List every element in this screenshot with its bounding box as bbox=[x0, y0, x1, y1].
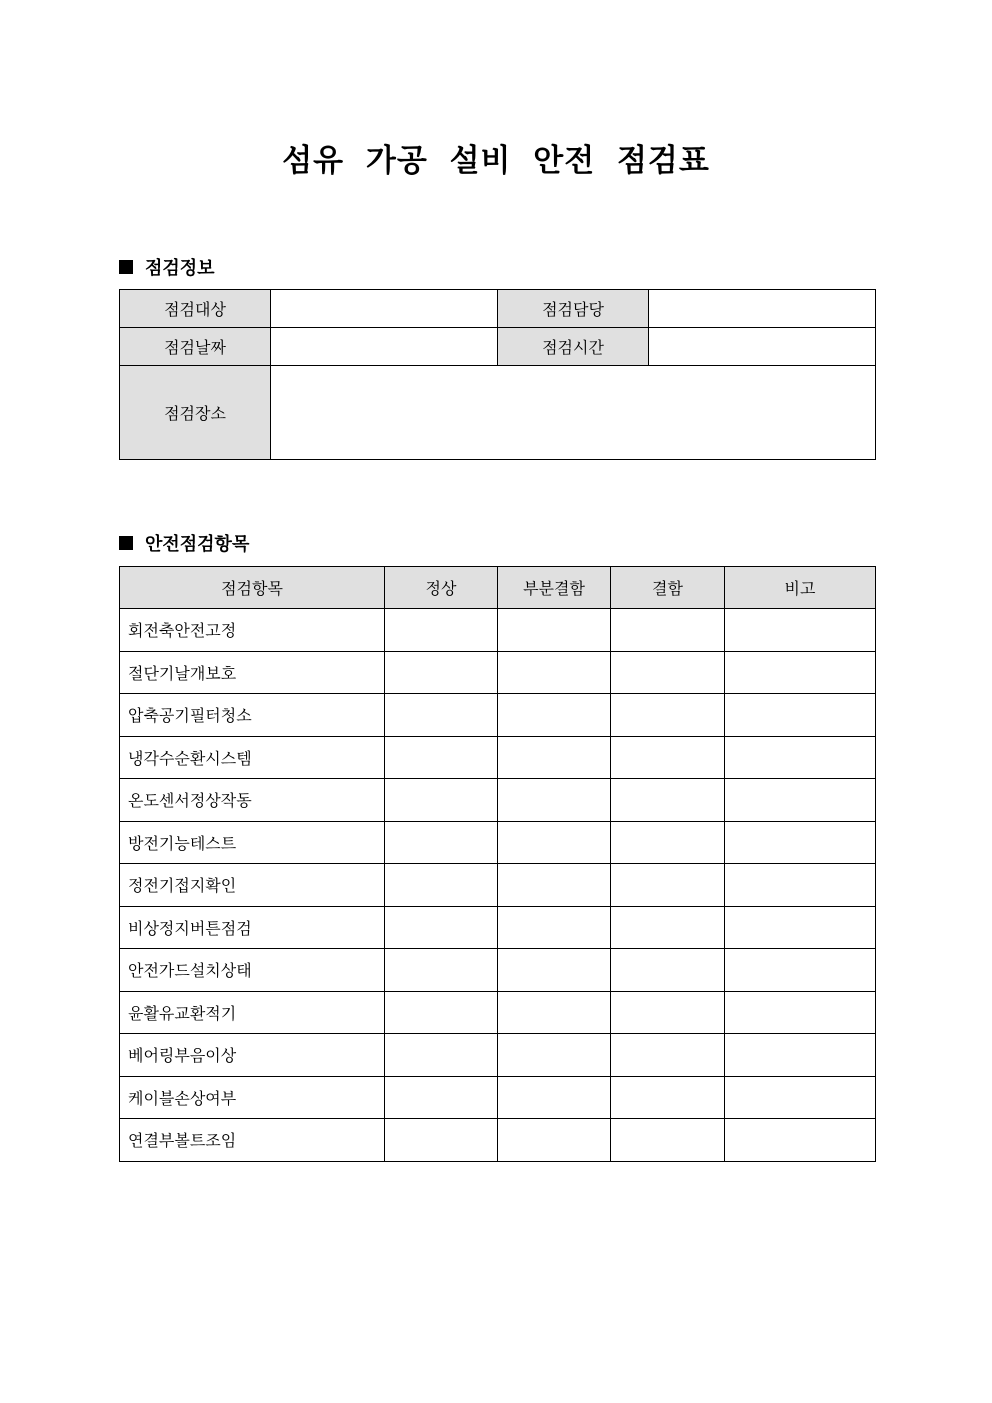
col-header-item: 점검항목 bbox=[120, 567, 385, 609]
partial-defect-cell[interactable] bbox=[498, 906, 611, 949]
normal-cell[interactable] bbox=[385, 821, 498, 864]
defect-cell[interactable] bbox=[611, 949, 725, 992]
remarks-cell[interactable] bbox=[725, 1076, 876, 1119]
partial-defect-cell[interactable] bbox=[498, 736, 611, 779]
info-row bbox=[120, 328, 876, 366]
table-row bbox=[120, 1076, 876, 1119]
defect-cell[interactable] bbox=[611, 821, 725, 864]
normal-cell[interactable] bbox=[385, 651, 498, 694]
defect-cell[interactable] bbox=[611, 991, 725, 1034]
info-table bbox=[119, 289, 876, 460]
check-item-label: 방전기능테스트 bbox=[120, 821, 385, 864]
table-row bbox=[120, 609, 876, 652]
square-bullet-icon bbox=[119, 536, 133, 550]
check-item-label: 압축공기필터청소 bbox=[120, 694, 385, 737]
partial-defect-cell[interactable] bbox=[498, 694, 611, 737]
normal-cell[interactable] bbox=[385, 736, 498, 779]
table-row bbox=[120, 694, 876, 737]
info-row bbox=[120, 366, 876, 460]
col-header-remarks: 비고 bbox=[725, 567, 876, 609]
time-field[interactable] bbox=[649, 328, 876, 366]
check-item-label: 케이블손상여부 bbox=[120, 1076, 385, 1119]
table-row bbox=[120, 736, 876, 779]
target-field[interactable] bbox=[271, 290, 498, 328]
defect-cell[interactable] bbox=[611, 1034, 725, 1077]
table-row bbox=[120, 651, 876, 694]
checklist-header-row bbox=[120, 567, 876, 609]
check-item-label: 절단기날개보호 bbox=[120, 651, 385, 694]
remarks-cell[interactable] bbox=[725, 906, 876, 949]
remarks-cell[interactable] bbox=[725, 1034, 876, 1077]
date-field[interactable] bbox=[271, 328, 498, 366]
table-row bbox=[120, 1034, 876, 1077]
normal-cell[interactable] bbox=[385, 694, 498, 737]
check-item-label: 온도센서정상작동 bbox=[120, 779, 385, 822]
info-section-heading bbox=[119, 254, 215, 280]
table-row bbox=[120, 1119, 876, 1162]
checklist-table bbox=[119, 566, 876, 1162]
remarks-cell[interactable] bbox=[725, 864, 876, 907]
table-row bbox=[120, 821, 876, 864]
check-item-label: 연결부볼트조임 bbox=[120, 1119, 385, 1162]
normal-cell[interactable] bbox=[385, 1119, 498, 1162]
checklist-section-title: 안전점검항목 bbox=[145, 534, 250, 555]
remarks-cell[interactable] bbox=[725, 821, 876, 864]
partial-defect-cell[interactable] bbox=[498, 864, 611, 907]
target-label: 점검대상 bbox=[120, 290, 271, 328]
partial-defect-cell[interactable] bbox=[498, 949, 611, 992]
info-section-title: 점검정보 bbox=[145, 258, 215, 279]
partial-defect-cell[interactable] bbox=[498, 1119, 611, 1162]
partial-defect-cell[interactable] bbox=[498, 779, 611, 822]
defect-cell[interactable] bbox=[611, 694, 725, 737]
table-row bbox=[120, 991, 876, 1034]
remarks-cell[interactable] bbox=[725, 609, 876, 652]
check-item-label: 비상정지버튼점검 bbox=[120, 906, 385, 949]
document-title: 섬유 가공 설비 안전 점검표 bbox=[282, 143, 710, 179]
check-item-label: 안전가드설치상태 bbox=[120, 949, 385, 992]
normal-cell[interactable] bbox=[385, 609, 498, 652]
defect-cell[interactable] bbox=[611, 651, 725, 694]
col-header-partial-defect: 부분결함 bbox=[498, 567, 611, 609]
manager-label: 점검담당 bbox=[498, 290, 649, 328]
time-label: 점검시간 bbox=[498, 328, 649, 366]
remarks-cell[interactable] bbox=[725, 694, 876, 737]
defect-cell[interactable] bbox=[611, 736, 725, 779]
table-row bbox=[120, 949, 876, 992]
partial-defect-cell[interactable] bbox=[498, 651, 611, 694]
remarks-cell[interactable] bbox=[725, 651, 876, 694]
check-item-label: 정전기접지확인 bbox=[120, 864, 385, 907]
check-item-label: 베어링부음이상 bbox=[120, 1034, 385, 1077]
col-header-normal: 정상 bbox=[385, 567, 498, 609]
normal-cell[interactable] bbox=[385, 779, 498, 822]
partial-defect-cell[interactable] bbox=[498, 609, 611, 652]
table-row bbox=[120, 864, 876, 907]
remarks-cell[interactable] bbox=[725, 779, 876, 822]
table-row bbox=[120, 779, 876, 822]
remarks-cell[interactable] bbox=[725, 736, 876, 779]
location-field[interactable] bbox=[271, 366, 876, 460]
info-row bbox=[120, 290, 876, 328]
normal-cell[interactable] bbox=[385, 1076, 498, 1119]
partial-defect-cell[interactable] bbox=[498, 821, 611, 864]
normal-cell[interactable] bbox=[385, 1034, 498, 1077]
remarks-cell[interactable] bbox=[725, 1119, 876, 1162]
defect-cell[interactable] bbox=[611, 1076, 725, 1119]
normal-cell[interactable] bbox=[385, 906, 498, 949]
normal-cell[interactable] bbox=[385, 991, 498, 1034]
remarks-cell[interactable] bbox=[725, 949, 876, 992]
location-label: 점검장소 bbox=[120, 366, 271, 460]
square-bullet-icon bbox=[119, 260, 133, 274]
col-header-defect: 결함 bbox=[611, 567, 725, 609]
normal-cell[interactable] bbox=[385, 949, 498, 992]
check-item-label: 회전축안전고정 bbox=[120, 609, 385, 652]
checklist-section-heading bbox=[119, 530, 249, 556]
defect-cell[interactable] bbox=[611, 779, 725, 822]
defect-cell[interactable] bbox=[611, 906, 725, 949]
table-row bbox=[120, 906, 876, 949]
partial-defect-cell[interactable] bbox=[498, 1076, 611, 1119]
partial-defect-cell[interactable] bbox=[498, 991, 611, 1034]
defect-cell[interactable] bbox=[611, 1119, 725, 1162]
defect-cell[interactable] bbox=[611, 864, 725, 907]
manager-field[interactable] bbox=[649, 290, 876, 328]
date-label: 점검날짜 bbox=[120, 328, 271, 366]
normal-cell[interactable] bbox=[385, 864, 498, 907]
remarks-cell[interactable] bbox=[725, 991, 876, 1034]
check-item-label: 윤활유교환적기 bbox=[120, 991, 385, 1034]
check-item-label: 냉각수순환시스템 bbox=[120, 736, 385, 779]
defect-cell[interactable] bbox=[611, 609, 725, 652]
partial-defect-cell[interactable] bbox=[498, 1034, 611, 1077]
